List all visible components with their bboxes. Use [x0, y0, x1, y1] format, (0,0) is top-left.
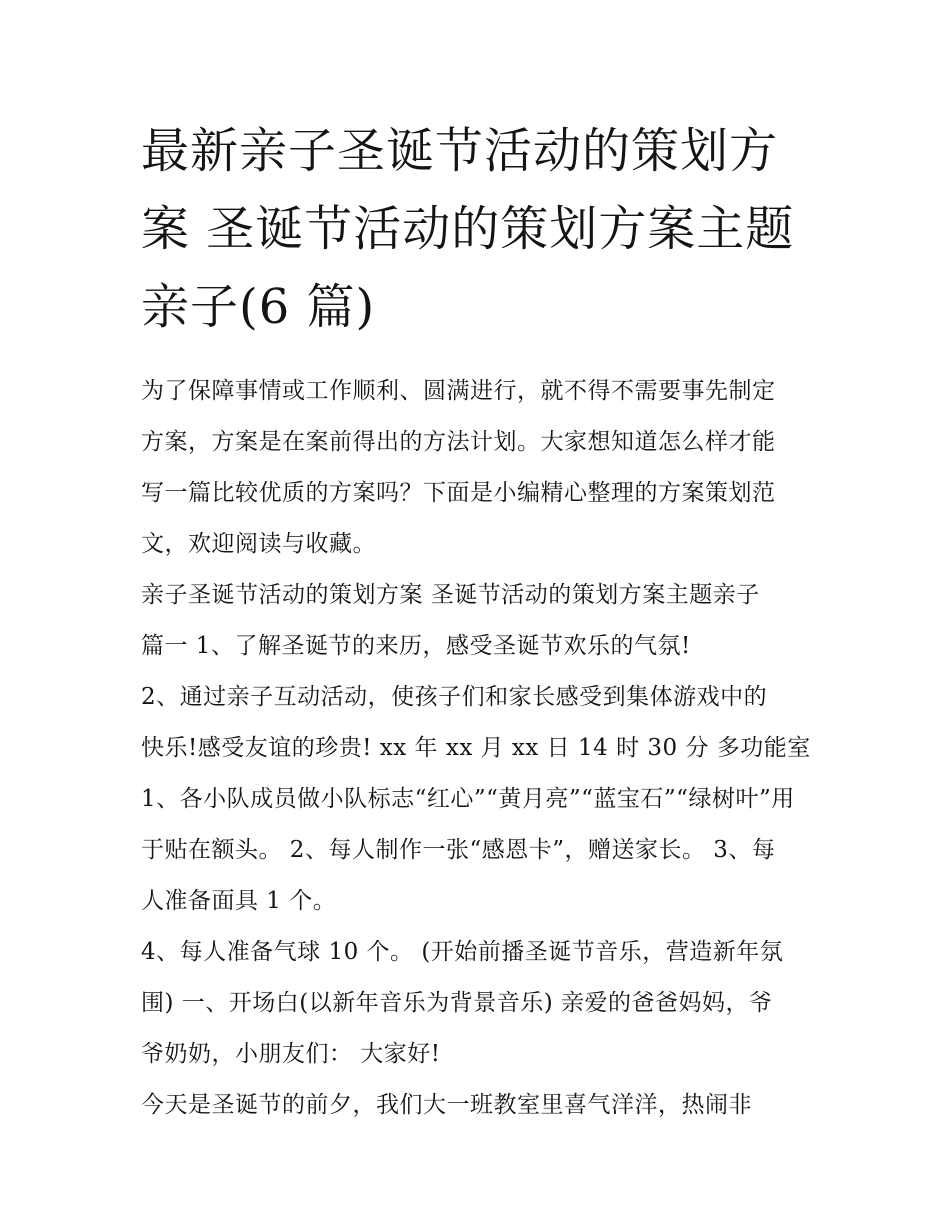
document-body [141, 366, 813, 1131]
paragraph-speech [141, 1080, 813, 1131]
paragraph-line: 为了保障事情或工作顺利、圆满进行，就不得不需要事先制定 [141, 378, 776, 404]
paragraph-line: 篇一 1、了解圣诞节的来历，感受圣诞节欢乐的气氛! [141, 633, 691, 659]
paragraph-preparation [141, 774, 813, 927]
paragraph-line: 爷奶奶，小朋友们： 大家好! [141, 1041, 441, 1067]
paragraph-line: 于贴在额头。 2、每人制作一张“感恩卡”，赠送家长。 3、每 [141, 837, 776, 863]
title-line: 亲子(6 篇) [141, 279, 376, 335]
paragraph-line: 亲子圣诞节活动的策划方案 圣诞节活动的策划方案主题亲子 [141, 582, 760, 608]
paragraph-opening [141, 927, 813, 1080]
paragraph-line: 今天是圣诞节的前夕，我们大一班教室里喜气洋洋，热闹非 [141, 1092, 752, 1118]
paragraph-goal-time-place [141, 672, 813, 774]
document-title [141, 112, 813, 346]
paragraph-line: 围) 一、开场白(以新年音乐为背景音乐) 亲爱的爸爸妈妈，爷 [141, 990, 773, 1016]
document-content [141, 112, 813, 1131]
paragraph-line: 文，欢迎阅读与收藏。 [141, 531, 376, 557]
paragraph-section-heading [141, 570, 813, 672]
paragraph-intro [141, 366, 813, 570]
paragraph-line: 2、通过亲子互动活动，使孩子们和家长感受到集体游戏中的 [141, 684, 768, 710]
paragraph-line: 快乐!感受友谊的珍贵! xx 年 xx 月 xx 日 14 时 30 分 多功能室 [141, 735, 811, 761]
paragraph-line: 4、每人准备气球 10 个。 (开始前播圣诞节音乐，营造新年氛 [141, 939, 784, 965]
paragraph-line: 方案，方案是在案前得出的方法计划。大家想知道怎么样才能 [141, 429, 776, 455]
title-line: 案 圣诞节活动的策划方案主题 [141, 201, 795, 257]
title-line: 最新亲子圣诞节活动的策划方 [141, 123, 779, 179]
paragraph-line: 1、各小队成员做小队标志“红心”“黄月亮”“蓝宝石”“绿树叶”用 [141, 786, 795, 812]
paragraph-line: 写一篇比较优质的方案吗？下面是小编精心整理的方案策划范 [141, 480, 776, 506]
paragraph-line: 人准备面具 1 个。 [141, 888, 337, 914]
